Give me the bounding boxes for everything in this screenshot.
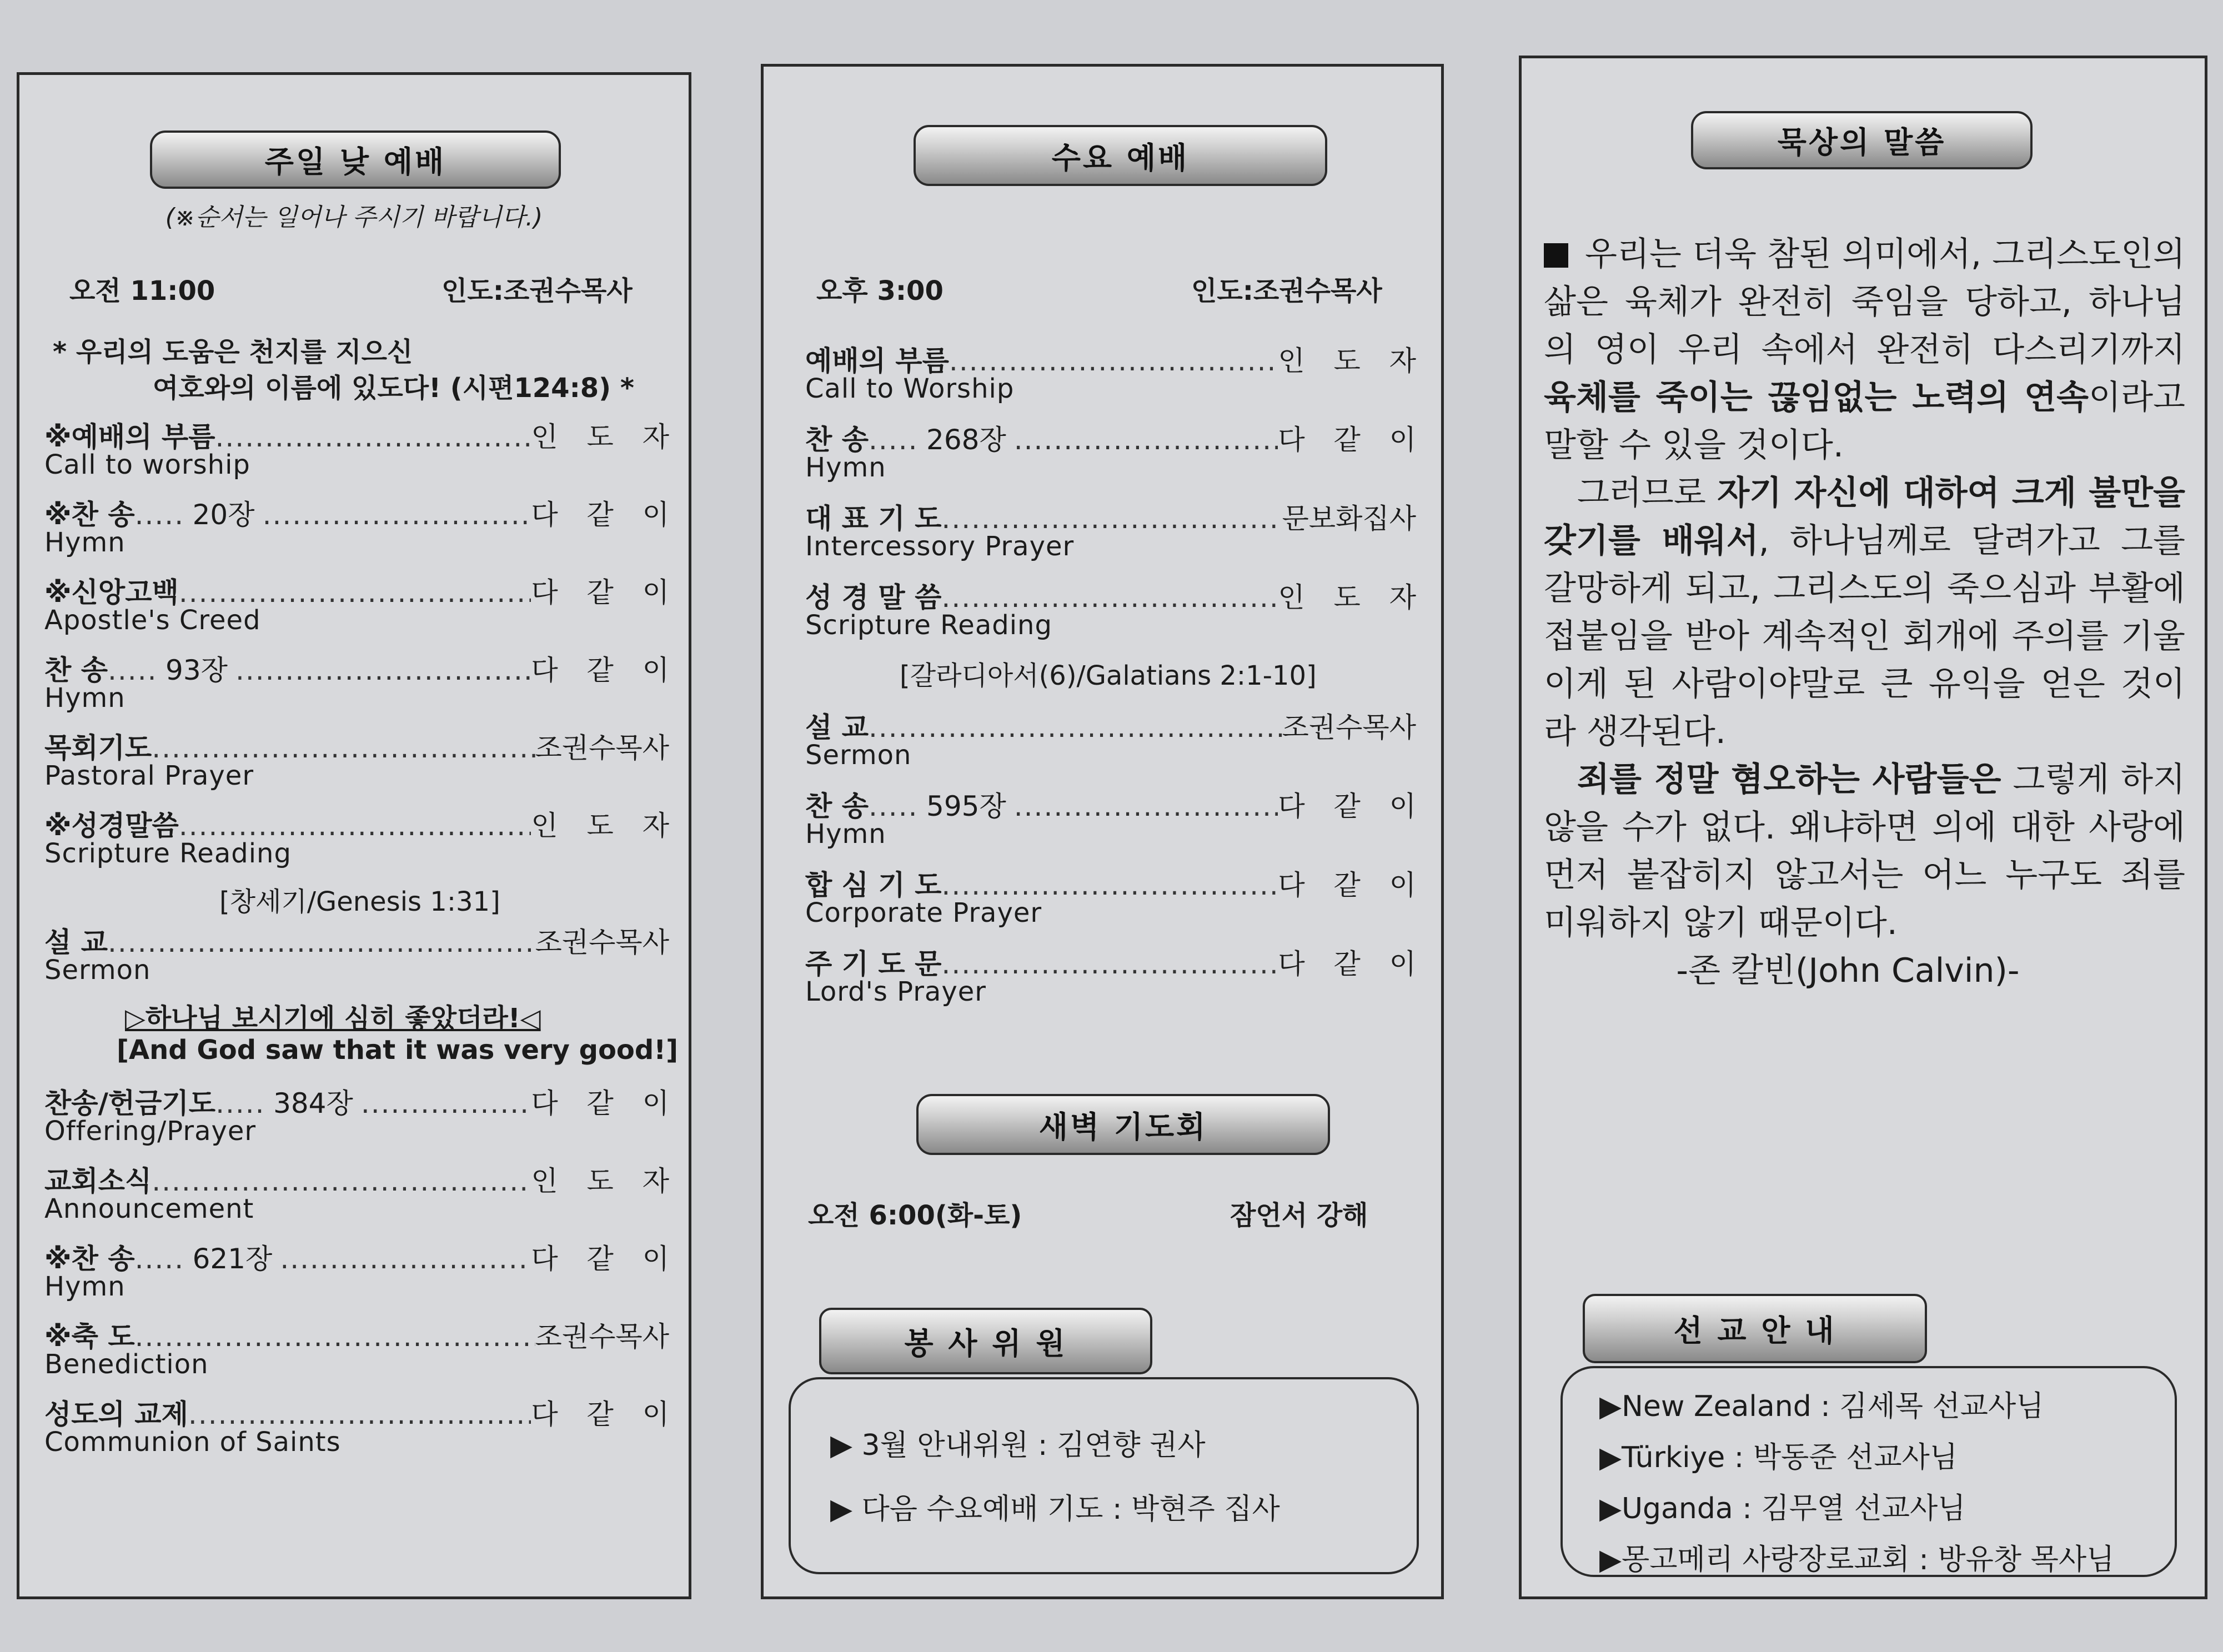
program-item [805,705,1416,772]
meditation-text [1544,230,2185,995]
program-item [805,339,1426,405]
meditation-panel [1519,56,2207,1599]
item-name: 찬 송 [44,654,108,686]
item-who: 다 같 이 [531,576,679,609]
item-english: Offering/Prayer [44,1116,257,1147]
item-english: Benediction [44,1349,209,1380]
item-number: 384장 [273,1087,353,1119]
item-number: 595장 [926,790,1006,822]
program-item [44,804,679,870]
sunday-service-panel [17,72,691,1599]
item-who: 인 도 자 [1278,581,1426,614]
item-number: 93장 [165,654,228,686]
volunteer-line: ▶ 3월 안내위원 : 김연향 권사 [830,1429,1206,1462]
item-who: 조권수목사 [535,1320,669,1353]
item-who: 다 같 이 [1278,948,1426,980]
item-who: 조권수목사 [1282,711,1416,744]
item-english: Announcement [44,1193,254,1224]
item-english: Call to worship [44,449,250,480]
item-english: Hymn [805,452,886,483]
meditation-title: 묵상의 말씀 [1691,111,2033,169]
item-name: ※축 도 [44,1320,135,1353]
program-item [44,1392,679,1459]
item-name: 설 교 [44,926,108,958]
meditation-emphasis: 죄를 정말 혐오하는 사람들은 [1577,760,2001,799]
program-item [44,1081,679,1148]
volunteers-box [789,1377,1419,1574]
meditation-text-part: , 하나님께로 달려가고 그를 갈망하게 되고, 그리스도의 죽으심과 부활에 접붙임을 받아 계속적인 회개에 주의를 기울이게 된 사람이야말로 큰 유익을 얻은 것이라 생각된다. [1544,521,2185,751]
wednesday-leader: 인도:조권수목사 [1191,275,1382,307]
item-who: 조권수목사 [535,732,669,764]
wednesday-title: 수요 예배 [914,125,1327,186]
wednesday-time: 오후 3:00 [816,275,944,307]
wednesday-service-panel [761,64,1444,1599]
item-number: 621장 [192,1243,273,1275]
sunday-leader: 인도:조권수목사 [441,275,633,307]
item-name: 찬송/헌금기도 [44,1087,216,1119]
item-who: 다 같 이 [1278,424,1426,456]
item-english: Hymn [44,1271,126,1302]
program-item [44,726,669,792]
mission-line: ▶Uganda : 김무열 선교사님 [1599,1492,1966,1525]
item-english: Hymn [44,682,126,714]
item-who: 다 같 이 [531,654,679,686]
item-name: ※찬 송 [44,1243,135,1275]
item-english: Scripture Reading [44,838,292,869]
item-name: 목회기도 [44,732,152,764]
meditation-text-part: 그러므로 [1577,474,1718,513]
item-who: 문보화집사 [1282,503,1416,535]
dawn-prayer-title: 새벽 기도회 [916,1094,1330,1155]
item-english: Hymn [805,819,886,850]
program-item [44,415,679,481]
mission-line: ▶Türkiye : 박동준 선교사님 [1599,1441,1958,1474]
sunday-scripture-ref: [창세기/Genesis 1:31] [219,886,500,917]
item-english: Corporate Prayer [805,897,1042,928]
item-who: 다 같 이 [531,499,679,531]
wednesday-scripture-ref: [갈라디아서(6)/Galatians 2:1-10] [900,660,1317,691]
item-name: 성도의 교제 [44,1398,188,1430]
program-item [44,1237,679,1303]
item-english: Communion of Saints [44,1427,341,1458]
item-name: 교회소식 [44,1165,152,1197]
item-number: 268장 [926,424,1006,456]
sunday-notice: (※순서는 일어나 주시기 바랍니다.) [165,203,543,232]
meditation-emphasis: 육체를 죽이는 끊임없는 노력의 연속 [1544,378,2089,417]
item-name: ※신앙고백 [44,576,179,609]
missions-title: 선 교 안 내 [1583,1294,1927,1363]
program-item [44,493,679,559]
program-item [805,418,1426,484]
item-english: Sermon [44,955,151,986]
sermon-title: ▷하나님 보시기에 심히 좋았더라!◁ [125,1003,541,1034]
item-name: 설 교 [805,711,869,744]
item-name: 찬 송 [805,790,869,822]
meditation-paragraph [1544,230,2185,469]
item-name: 성 경 말 씀 [805,581,942,614]
program-item [44,648,679,715]
item-english: Lord's Prayer [805,976,987,1007]
item-english: Scripture Reading [805,610,1052,641]
item-who: 다 같 이 [531,1243,679,1275]
program-item [44,1159,679,1226]
meditation-paragraph [1544,469,2185,756]
mission-line: ▶몽고메리 사랑장로교회 : 방유창 목사님 [1599,1543,2115,1576]
item-name: 대 표 기 도 [805,503,942,535]
item-english: Sermon [805,740,912,771]
meditation-emphasis: 자기 자신에 대하여 크게 불만을 갖기를 배워서 [1544,474,2185,560]
dawn-prayer-time: 오전 6:00(화-토) [808,1200,1022,1231]
program-item [805,863,1426,930]
item-who: 다 같 이 [531,1398,679,1430]
item-who: 다 같 이 [531,1087,679,1119]
square-bullet-icon [1544,243,1568,268]
item-english: Pastoral Prayer [44,760,254,791]
sunday-title: 주일 낮 예배 [150,130,561,189]
volunteer-line: ▶ 다음 수요예배 기도 : 박현주 집사 [830,1493,1280,1526]
meditation-author: -존 칼빈(John Calvin)- [1676,951,2020,990]
program-item [805,575,1426,642]
item-english: Call to Worship [805,373,1015,404]
item-name: ※찬 송 [44,499,135,531]
program-item [44,920,669,987]
program-item [805,496,1416,563]
meditation-text-part: 우리는 더욱 참된 의미에서, 그리스도인의 삶은 육체가 완전히 죽임을 당하고, 하나님의 영이 우리 속에서 완전히 다스리기까지 [1544,235,2185,369]
item-english: Intercessory Prayer [805,531,1075,562]
meditation-paragraph [1544,756,2185,947]
item-name: ※성경말씀 [44,810,179,842]
meditation-text-part: 이라고 말할 수 있을 것이다. [1544,378,2185,465]
sunday-time: 오전 11:00 [69,275,215,307]
item-who: 조권수목사 [535,926,669,958]
item-name: 합 심 기 도 [805,869,942,901]
item-who: 인 도 자 [531,810,679,842]
item-who: 인 도 자 [531,1165,679,1197]
item-who: 인 도 자 [1278,345,1426,377]
mission-line: ▶New Zealand : 김세목 선교사님 [1599,1390,2044,1423]
program-item [44,570,679,637]
program-item [805,784,1426,851]
item-name: 주 기 도 문 [805,948,942,980]
dawn-prayer-content: 잠언서 강해 [1230,1200,1368,1231]
item-who: 인 도 자 [531,421,679,453]
sunday-verse-line2: 여호와의 이름에 있도다! (시편124:8) * [153,373,634,404]
item-name: 예배의 부름 [805,345,949,377]
item-number: 20장 [192,499,255,531]
program-item [44,1314,669,1381]
item-who: 다 같 이 [1278,790,1426,822]
item-who: 다 같 이 [1278,869,1426,901]
volunteers-title: 봉 사 위 원 [819,1308,1152,1374]
program-item [805,942,1426,1008]
sunday-verse-line1: * 우리의 도움은 천지를 지으신 [53,337,413,368]
item-english: Hymn [44,527,126,558]
meditation-text-part: 그렇게 하지 않을 수가 없다. 왜냐하면 의에 대한 사랑에 먼저 붙잡히지 않고서는 어느 누구도 죄를 미워하지 않기 때문이다. [1544,760,2186,942]
item-name: ※예배의 부름 [44,421,215,453]
item-english: Apostle's Creed [44,605,261,636]
sermon-title-english: [And God saw that it was very good!] [117,1035,679,1066]
item-name: 찬 송 [805,424,869,456]
